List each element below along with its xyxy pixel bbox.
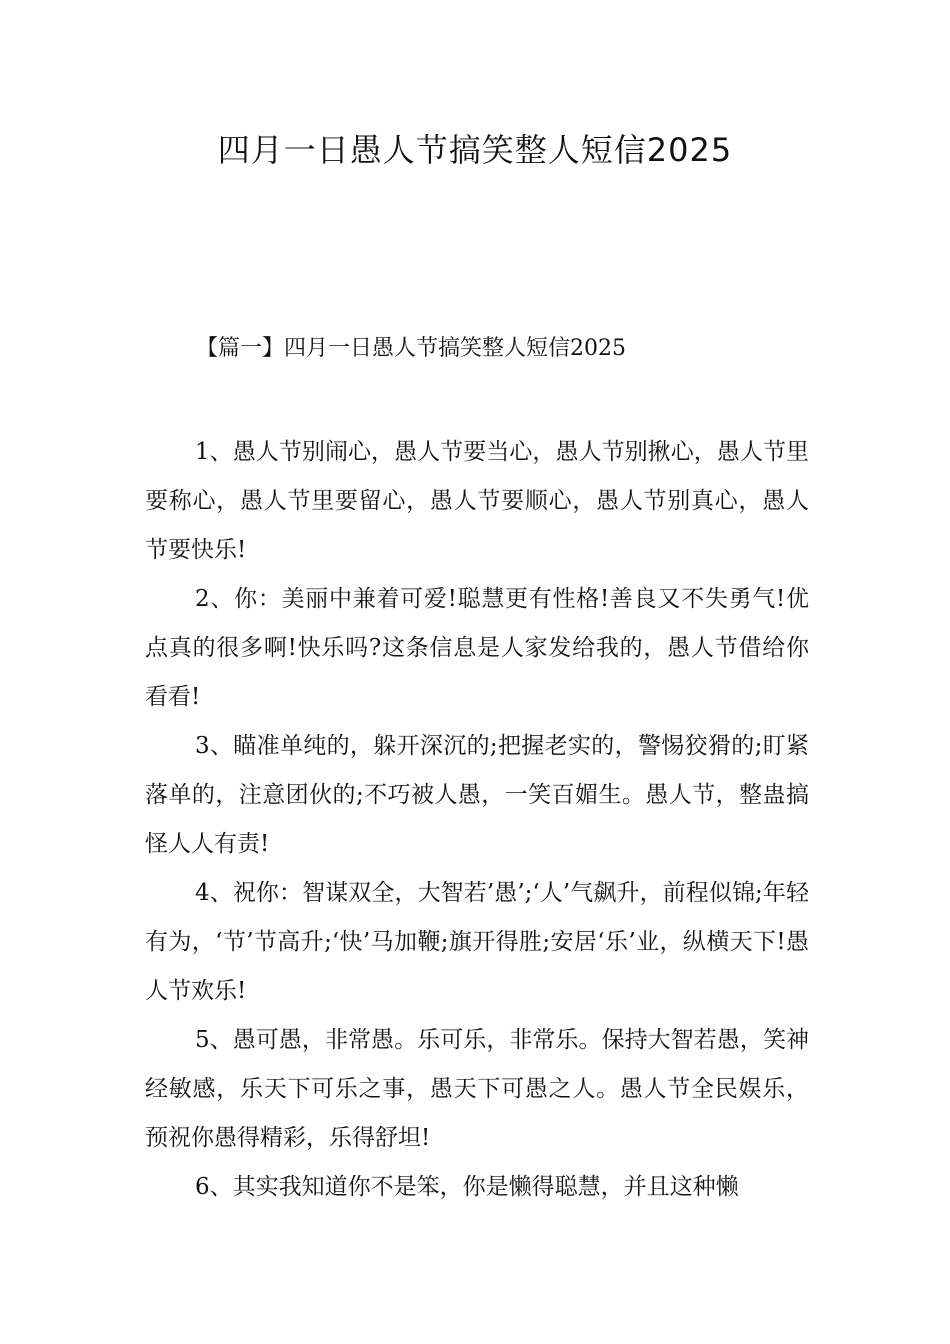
paragraph-4: 4、祝你：智谋双全，大智若’愚’;‘人’气飙升，前程似锦;年轻有为，‘节’节高升;‘快’马加鞭;旗开得胜;安居‘乐’业，纵横天下!愚人节欢乐! (145, 880, 809, 1004)
document-title: 四月一日愚人节搞笑整人短信2025 (217, 131, 733, 169)
paragraph-3: 3、瞄准单纯的，躲开深沉的;把握老实的，警惕狡猾的;盯紧落单的，注意团伙的;不巧被人愚，一笑百媚生。愚人节，整蛊搞怪人人有责! (145, 733, 809, 857)
document-body (145, 428, 809, 1212)
paragraph-5: 5、愚可愚，非常愚。乐可乐，非常乐。保持大智若愚，笑神经敏感，乐天下可乐之事，愚天下可愚之人。愚人节全民娱乐，预祝你愚得精彩，乐得舒坦! (145, 1027, 809, 1151)
paragraph-2: 2、你：美丽中兼着可爱!聪慧更有性格!善良又不失勇气!优点真的很多啊!快乐吗?这条信息是人家发给我的，愚人节借给你看看! (145, 586, 809, 710)
paragraph-1: 1、愚人节别闹心，愚人节要当心，愚人节别揪心，愚人节里要称心，愚人节里要留心，愚人节要顺心，愚人节别真心，愚人节要快乐! (145, 439, 809, 563)
paragraph-6: 6、其实我知道你不是笨，你是懒得聪慧，并且这种懒 (195, 1174, 739, 1200)
section-heading: 【篇一】四月一日愚人节搞笑整人短信2025 (196, 336, 626, 361)
